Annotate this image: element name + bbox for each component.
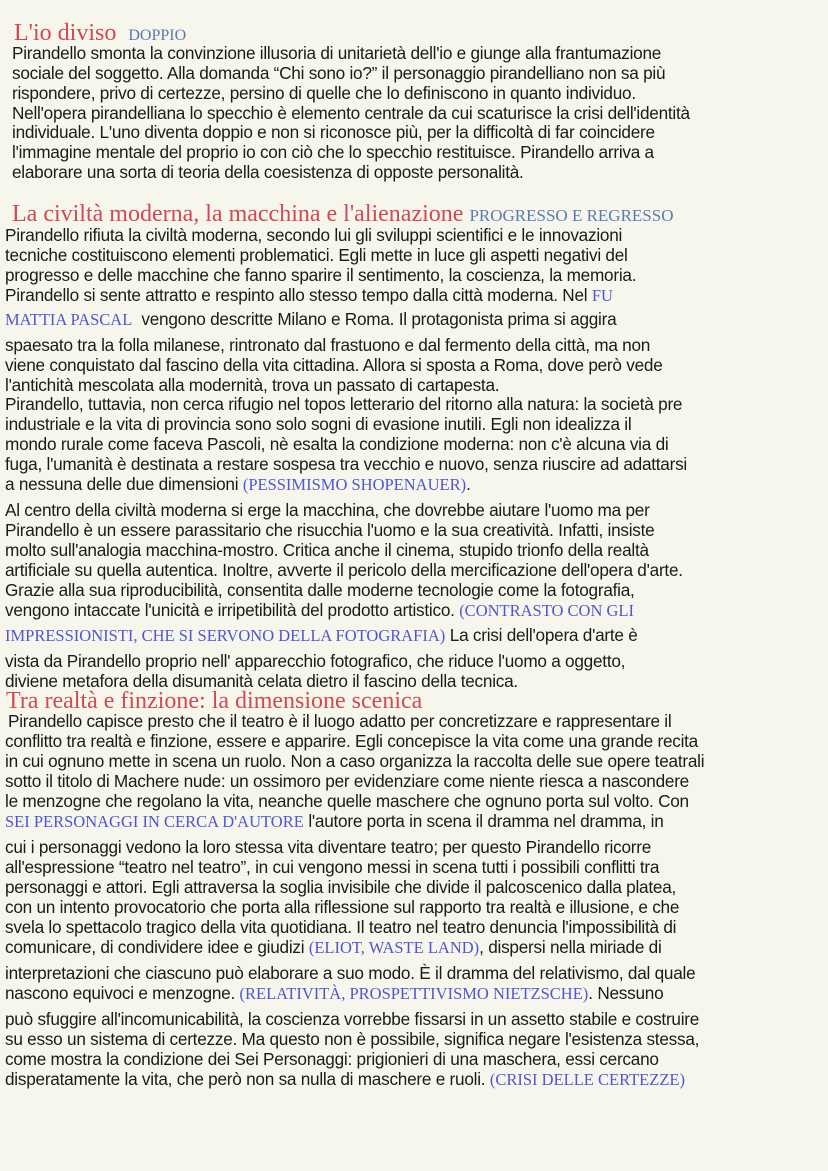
body-line: elaborare una sorta di teoria della coesistenza di opposte personalità. (12, 162, 524, 182)
body-line (5, 285, 613, 306)
body-line: Pirandello, tuttavia, non cerca rifugio nel topos letterario del ritorno alla natura: la società pre (5, 394, 683, 414)
body-line: sotto il titolo di Machere nude: un ossimoro per evidenziare come niente riesca a nascondere (5, 771, 689, 791)
annotation-eliot: (ELIOT, WASTE LAND) (308, 938, 480, 957)
body-line: all'espressione “teatro nel teatro”, in cui vengono messi in scena tutti i possibili conflitti tra (5, 857, 660, 877)
body-line: Pirandello capisce presto che il teatro è il luogo adatto per concretizzare e rappresentare il (8, 711, 672, 731)
body-line: le menzogne che regolano la vita, neanche quelle maschere che ognuno porta sul volto. Con (5, 791, 689, 811)
body-line: interpretazioni che ciascuno può elaborare a suo modo. È il dramma del relativismo, dal quale (5, 963, 696, 983)
heading-title: L'io diviso (14, 20, 117, 46)
body-line: in cui ognuno mette in scena un ruolo. Non a caso organizza la raccolta delle sue opere teatrali (5, 751, 705, 771)
body-line (5, 309, 616, 330)
body-line: con un intento provocatorio che porta alla riflessione sul rapporto tra realtà e illusione, e che (5, 897, 680, 917)
body-line (5, 600, 634, 621)
annotation-relativita: (RELATIVITÀ, PROSPETTIVISMO NIETZSCHE) (239, 984, 589, 1003)
body-line: Pirandello rifiuta la civiltà moderna, secondo lui gli sviluppi scientifici e le innovazioni (5, 225, 623, 245)
heading-tag: DOPPIO (128, 27, 187, 44)
body-line (5, 811, 664, 832)
body-line (5, 937, 662, 958)
body-text: comunicare, di condividere idee e giudizi (5, 937, 305, 957)
annotation-contrasto: (CONTRASTO CON GLI (459, 601, 634, 620)
annotation-impressionisti: IMPRESSIONISTI, CHE SI SERVONO DELLA FOTOGRAFIA) (5, 626, 446, 645)
body-text: . (466, 474, 471, 494)
body-line: rispondere, privo di certezze, persino di quelle che lo definiscono in quanto individuo. (12, 83, 636, 103)
body-text: La crisi dell'opera d'arte è (449, 625, 638, 645)
body-line: Pirandello è un essere parassitario che risucchia l'uomo e la sua creatività. Infatti, insiste (5, 520, 655, 540)
body-text: . Nessuno (588, 983, 664, 1003)
body-line: l'antichità mescolata alla modernità, trova un passato di cartapesta. (5, 375, 500, 395)
annotation-mattia-pascal: MATTIA PASCAL (5, 310, 133, 329)
annotation-crisi-certezze: (CRISI DELLE CERTEZZE) (489, 1070, 685, 1089)
body-text: l'autore porta in scena il dramma nel dramma, in (308, 811, 664, 831)
body-line: vista da Pirandello proprio nell' apparecchio fotografico, che riduce l'uomo a oggetto, (5, 651, 626, 671)
body-line: sociale del soggetto. Alla domanda “Chi sono io?” il personaggio pirandelliano non sa più (12, 63, 666, 83)
body-line (5, 1069, 685, 1090)
body-text: vengono descritte Milano e Roma. Il protagonista prima si aggira (141, 309, 617, 329)
body-line: Pirandello smonta la convinzione illusoria di unitarietà dell'io e giunge alla frantumazione (12, 43, 662, 63)
annotation-fu: FU (591, 286, 613, 305)
body-line: Grazie alla sua riproducibilità, consentita dalle moderne tecnologie come la fotografia, (5, 580, 635, 600)
body-text: , dispersi nella miriade di (479, 937, 662, 957)
heading-title: La civiltà moderna, la macchina e l'alienazione (12, 201, 464, 227)
body-line: svela lo spettacolo tragico della vita quotidiana. Il teatro nel teatro denuncia l'impossibilità di (5, 917, 677, 937)
heading-tag: PROGRESSO E REGRESSO (469, 206, 674, 225)
body-line: diviene metafora della disumanità celata dietro il fascino della tecnica. (5, 671, 518, 691)
body-line: mondo rurale come faceva Pascoli, nè esalta la condizione moderna: non c'è alcuna via di (5, 434, 669, 454)
body-line: personaggi e attori. Egli attraversa la soglia invisibile che divide il palcoscenico dalla platea, (5, 877, 677, 897)
body-line: conflitto tra realtà e finzione, essere e apparire. Egli concepisce la vita come una grande recita (5, 731, 698, 751)
body-line: industriale e la vita di provincia sono solo sogni di evasione inutili. Egli non idealizza il (5, 414, 632, 434)
body-text: vengono intaccate l'unicità e irripetibilità del prodotto artistico. (5, 600, 455, 620)
body-line: tecniche costituiscono elementi problematici. Egli mette in luce gli aspetti negativi del (5, 245, 628, 265)
body-text: nascono equivoci e menzogne. (5, 983, 235, 1003)
body-line: può sfuggire all'incomunicabilità, la coscienza vorrebbe fissarsi in un assetto stabile e costruire (5, 1009, 700, 1029)
body-line: come mostra la condizione dei Sei Personaggi: prigionieri di una maschera, essi cercano (5, 1049, 659, 1069)
heading-title: Tra realtà e finzione: la dimensione scenica (6, 688, 423, 714)
body-text: Pirandello si sente attratto e respinto allo stesso tempo dalla città moderna. Nel (5, 285, 588, 305)
body-line: spaesato tra la folla milanese, rintronato dal frastuono e dal fermento della città, ma non (5, 335, 651, 355)
body-line: viene conquistato dal fascino della vita cittadina. Allora si sposta a Roma, dove però vede (5, 355, 663, 375)
body-line: Nell'opera pirandelliana lo specchio è elemento centrale da cui scaturisce la crisi dell'identità (12, 103, 690, 123)
body-line: fuga, l'umanità è destinata a restare sospesa tra vecchio e nuovo, senza riuscire ad adattarsi (5, 454, 688, 474)
body-line: cui i personaggi vedono la loro stessa vita diventare teatro; per questo Pirandello ricorre (5, 837, 652, 857)
body-line: su esso un sistema di certezze. Ma questo non è possibile, significa negare l'esistenza stessa, (5, 1029, 700, 1049)
body-line: individuale. L'uno diventa doppio e non si riconosce più, per la difficoltà di far coincidere (12, 122, 655, 142)
body-line (5, 474, 471, 495)
body-line (5, 625, 638, 646)
body-line: artificiale su quella autentica. Inoltre, avverte il pericolo della mercificazione dell'opera d'arte. (5, 560, 683, 580)
body-line: l'immagine mentale del proprio io con ciò che lo specchio restituisce. Pirandello arriva a (12, 142, 654, 162)
body-text: disperatamente la vita, che però non sa nulla di maschere e ruoli. (5, 1069, 486, 1089)
body-line: molto sull'analogia macchina-mostro. Critica anche il cinema, stupido trionfo della realtà (5, 540, 649, 560)
annotation-pessimismo: (PESSIMISMO SHOPENAUER) (242, 475, 467, 494)
body-line: progresso e delle macchine che fanno sparire il sentimento, la coscienza, la memoria. (5, 265, 637, 285)
body-line: Al centro della civiltà moderna si erge la macchina, che dovrebbe aiutare l'uomo ma per (5, 500, 650, 520)
annotation-sei-personaggi: SEI PERSONAGGI IN CERCA D'AUTORE (5, 812, 304, 831)
body-line (5, 983, 663, 1004)
body-text: a nessuna delle due dimensioni (5, 474, 239, 494)
